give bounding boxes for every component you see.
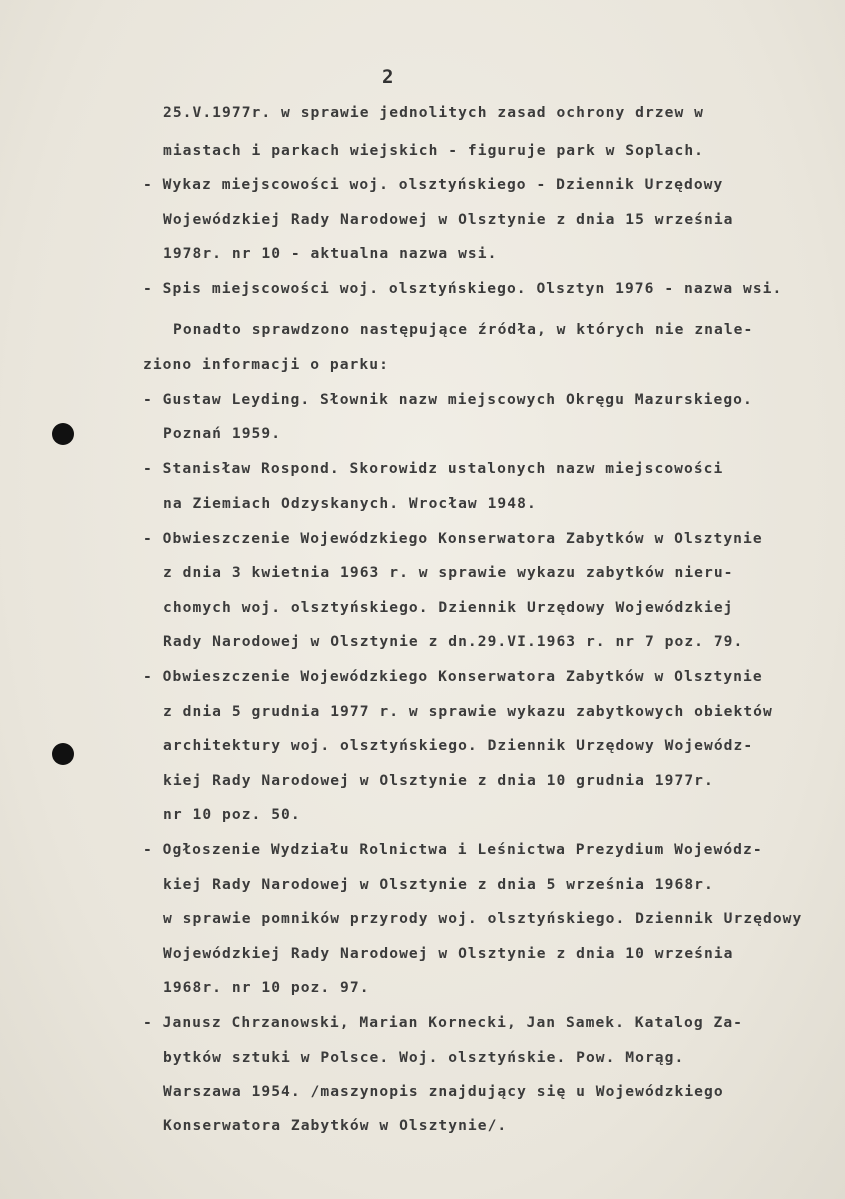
text-line: z dnia 5 grudnia 1977 r. w sprawie wykazu zabytkowych obiektów <box>163 703 773 720</box>
text-line: Poznań 1959. <box>163 425 282 442</box>
text-line: 1978r. nr 10 - aktualna nazwa wsi. <box>163 245 498 262</box>
text-line: chomych woj. olsztyńskiego. Dziennik Urzędowy Wojewódzkiej <box>163 599 734 616</box>
text-line: - Wykaz miejscowości woj. olsztyńskiego - Dziennik Urzędowy <box>143 176 724 193</box>
text-line: - Obwieszczenie Wojewódzkiego Konserwatora Zabytków w Olsztynie <box>143 668 763 685</box>
text-line: - Janusz Chrzanowski, Marian Kornecki, Jan Samek. Katalog Za- <box>143 1014 744 1031</box>
text-line: ziono informacji o parku: <box>143 356 389 373</box>
text-line: Ponadto sprawdzono następujące źródła, w których nie znale- <box>173 321 754 338</box>
text-line: nr 10 poz. 50. <box>163 806 301 823</box>
text-line: 25.V.1977r. w sprawie jednolitych zasad ochrony drzew w <box>163 104 704 121</box>
text-line: z dnia 3 kwietnia 1963 r. w sprawie wykazu zabytków nieru- <box>163 564 734 581</box>
text-line: - Ogłoszenie Wydziału Rolnictwa i Leśnictwa Prezydium Wojewódz- <box>143 841 763 858</box>
text-line: miastach i parkach wiejskich - figuruje park w Soplach. <box>163 142 704 159</box>
text-line: architektury woj. olsztyńskiego. Dziennik Urzędowy Wojewódz- <box>163 737 754 754</box>
text-line: - Stanisław Rospond. Skorowidz ustalonych nazw miejscowości <box>143 460 724 477</box>
text-line: Wojewódzkiej Rady Narodowej w Olsztynie z dnia 15 września <box>163 211 734 228</box>
text-line: na Ziemiach Odzyskanych. Wrocław 1948. <box>163 495 537 512</box>
text-line: Wojewódzkiej Rady Narodowej w Olsztynie z dnia 10 września <box>163 945 734 962</box>
text-line: Warszawa 1954. /maszynopis znajdujący się u Wojewódzkiego <box>163 1083 724 1100</box>
punch-hole <box>52 743 74 765</box>
text-line: kiej Rady Narodowej w Olsztynie z dnia 10 grudnia 1977r. <box>163 772 714 789</box>
text-line: Konserwatora Zabytków w Olsztynie/. <box>163 1117 508 1134</box>
text-line: w sprawie pomników przyrody woj. olsztyńskiego. Dziennik Urzędowy <box>163 910 803 927</box>
text-line: - Obwieszczenie Wojewódzkiego Konserwatora Zabytków w Olsztynie <box>143 530 763 547</box>
text-line: - Gustaw Leyding. Słownik nazw miejscowych Okręgu Mazurskiego. <box>143 391 753 408</box>
page-number: 2 <box>382 66 394 88</box>
text-line: bytków sztuki w Polsce. Woj. olsztyńskie. Pow. Morąg. <box>163 1049 685 1066</box>
punch-hole <box>52 423 74 445</box>
text-line: kiej Rady Narodowej w Olsztynie z dnia 5 września 1968r. <box>163 876 714 893</box>
text-line: - Spis miejscowości woj. olsztyńskiego. Olsztyn 1976 - nazwa wsi. <box>143 280 783 297</box>
text-line: Rady Narodowej w Olsztynie z dn.29.VI.1963 r. nr 7 poz. 79. <box>163 633 744 650</box>
text-line: 1968r. nr 10 poz. 97. <box>163 979 370 996</box>
